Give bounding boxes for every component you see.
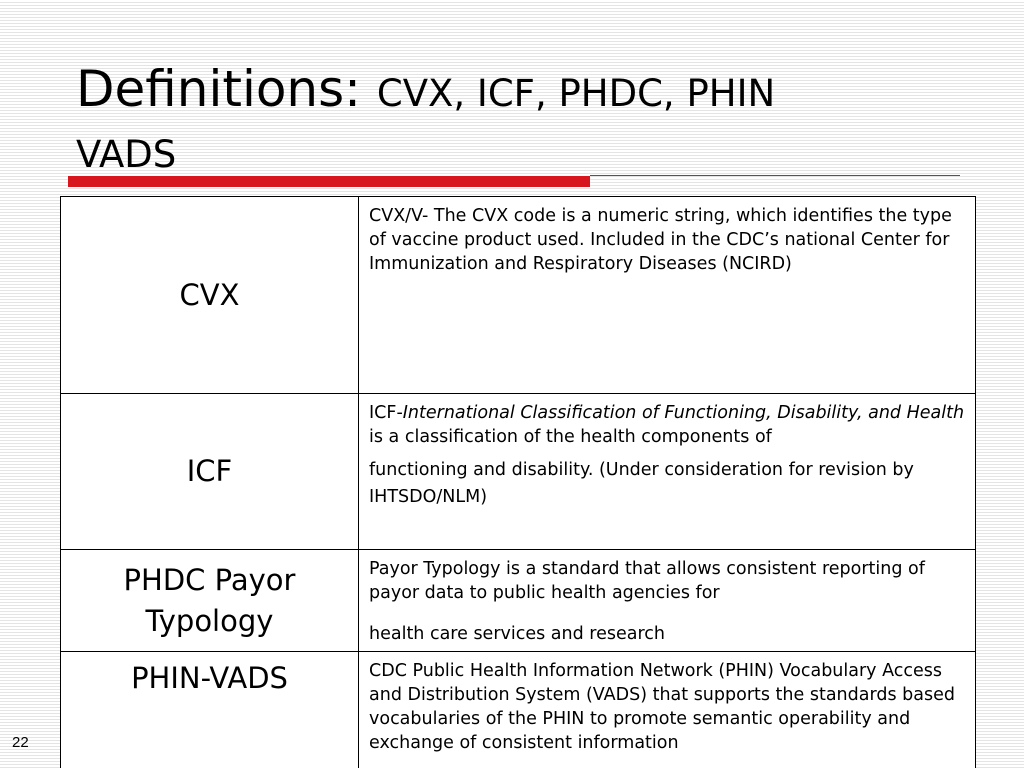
- term-cell: [61, 394, 359, 550]
- term-cell: [61, 652, 359, 768]
- term-label-line1: PHDC Payor: [123, 562, 296, 597]
- term-cell: [61, 550, 359, 652]
- description-prefix: ICF-: [369, 403, 403, 423]
- description-text: CVX/V- The CVX code is a numeric string, which identifies the type of vaccine product used. Included in the CDC’s national Center for Immunization and Respiratory Diseases (NCIRD): [369, 206, 952, 274]
- description-suffix: is a classification of the health components of: [369, 427, 772, 447]
- title-prefix: Definitions:: [76, 60, 377, 118]
- title-divider-red-bar: [68, 176, 590, 187]
- slide-title-line1: [76, 56, 775, 127]
- description-cell: [359, 652, 976, 768]
- definitions-table: [60, 196, 976, 768]
- definition-row-phdc: [61, 550, 976, 652]
- title-divider-thin-line: [590, 175, 960, 176]
- term-label: ICF: [186, 454, 233, 488]
- description-cell: [359, 394, 976, 550]
- description-cell: [359, 550, 976, 652]
- term-label-line2: Typology: [145, 603, 274, 638]
- description-text: CDC Public Health Information Network (PHIN) Vocabulary Access and Distribution System (VADS) that supports the standards based vocabularies of the PHIN to promote semantic operability and exchange of consistent information: [369, 661, 955, 753]
- slide-number: 22: [12, 734, 29, 751]
- definition-row-cvx: [61, 197, 976, 394]
- description-text-line2: health care services and research: [369, 624, 666, 644]
- term-cell: [61, 197, 359, 394]
- description-text: Payor Typology is a standard that allows consistent reporting of payor data to public health agencies for: [369, 559, 925, 603]
- definition-row-phin-vads: [61, 652, 976, 768]
- title-terms: CVX, ICF, PHDC, PHIN: [376, 72, 776, 115]
- title-terms-line2: VADS: [76, 133, 177, 176]
- description-cell: [359, 197, 976, 394]
- definition-row-icf: [61, 394, 976, 550]
- description-italic-name: International Classification of Functioning, Disability, and Health: [402, 403, 965, 423]
- term-label: CVX: [179, 277, 240, 312]
- description-text-loose: functioning and disability. (Under consideration for revision by IHTSDO/NLM): [369, 460, 914, 507]
- term-label: PHIN-VADS: [131, 661, 288, 695]
